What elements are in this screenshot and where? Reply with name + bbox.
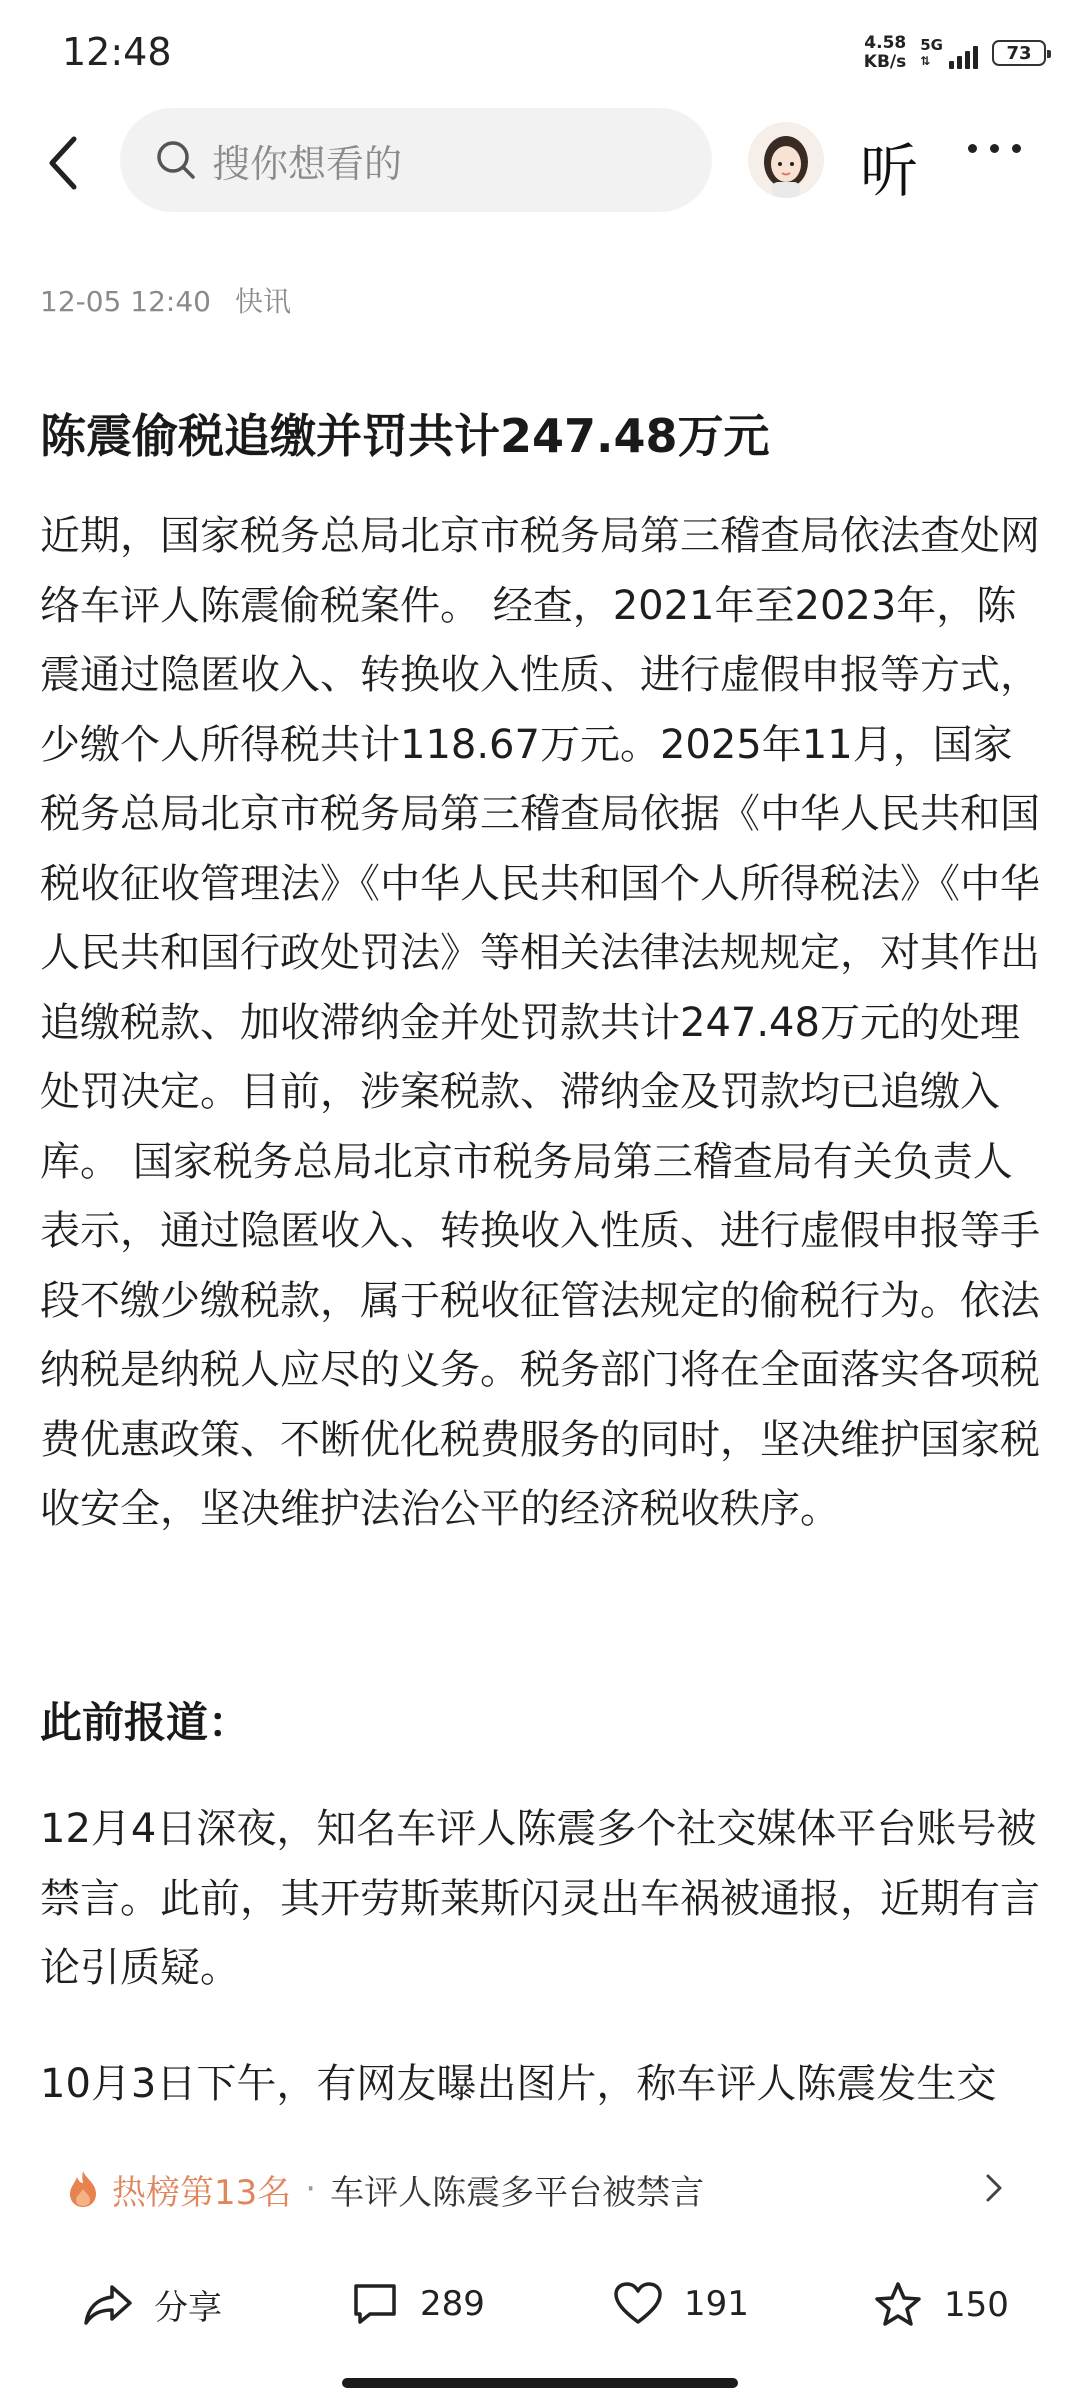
share-icon bbox=[82, 2281, 134, 2329]
status-bar bbox=[0, 0, 1080, 110]
heart-icon bbox=[612, 2280, 664, 2328]
hot-topic-text: 车评人陈震多平台被禁言 bbox=[330, 2172, 705, 2213]
share-label: 分享 bbox=[154, 2288, 222, 2328]
article-paragraph: 近期，国家税务总局北京市税务局第三稽查局依法查处网络车评人陈震偷税案件。 经查，2021年至2023年，陈震通过隐匿收入、转换收入性质、进行虚假申报等方式，少缴个人所得税共计118.67万元。2025年11月，国家税务总局北京市税务局第三稽查局依据《中华人民共和国税收征收管理法》《中华人民共和国个人所得税法》《中华人民共和国行政处罚法》等相关法律法规规定，对其作出追缴税款、加收滞纳金并处罚款共计247.48万元的处理处罚决定。目前，涉案税款、滞纳金及罚款均已追缴入库。 国家税务总局北京市税务局第三稽查局有关负责人表示，通过隐匿收入、转换收入性质、进行虚假申报等手段不缴少缴税款，属于税收征管法规定的偷税行为。依法纳税是纳税人应尽的义务。税务部门将在全面落实各项税费优惠政策、不断优化税费服务的同时，坚决维护国家税收安全，坚决维护法治公平的经济税收秩序。 bbox=[40, 513, 1040, 1532]
article-paragraph: 10月3日下午，有网友曝出图片，称车评人陈震发生交 bbox=[40, 2061, 997, 2107]
comment-icon bbox=[350, 2280, 400, 2328]
listen-button[interactable]: 听 bbox=[860, 137, 919, 205]
network-speed-value: 4.58 bbox=[864, 33, 907, 53]
like-button[interactable] bbox=[612, 2280, 749, 2328]
status-time: 12:48 bbox=[62, 30, 172, 74]
status-icons bbox=[864, 34, 1046, 72]
article-subheading: 此前报道： bbox=[40, 1698, 251, 1747]
favorite-count: 150 bbox=[944, 2285, 1009, 2325]
article-paragraph: 12月4日深夜，知名车评人陈震多个社交媒体平台账号被禁言。此前，其开劳斯莱斯闪灵出车祸被通报，近期有言论引质疑。 bbox=[40, 1806, 1040, 1991]
home-indicator[interactable] bbox=[342, 2378, 738, 2388]
like-count: 191 bbox=[684, 2284, 749, 2324]
share-button[interactable] bbox=[82, 2280, 222, 2329]
back-button[interactable] bbox=[38, 128, 88, 198]
search-icon bbox=[154, 138, 198, 182]
chevron-right-icon bbox=[982, 2170, 1006, 2206]
network-type: 5G bbox=[920, 36, 943, 54]
comment-count: 289 bbox=[420, 2284, 485, 2324]
signal-icon: 5G ⇅ bbox=[920, 37, 978, 69]
article-datetime: 12-05 12:40 bbox=[40, 285, 211, 318]
top-nav bbox=[0, 108, 1080, 218]
action-bar bbox=[0, 2262, 1080, 2362]
favorite-button[interactable] bbox=[872, 2280, 1009, 2330]
hot-topic-link[interactable] bbox=[66, 2156, 1016, 2222]
article-title: 陈震偷税追缴并罚共计247.48万元 bbox=[40, 409, 770, 463]
network-speed-unit: KB/s bbox=[863, 52, 907, 72]
search-placeholder: 搜你想看的 bbox=[212, 141, 403, 186]
star-icon bbox=[872, 2280, 924, 2330]
comment-button[interactable] bbox=[350, 2280, 485, 2328]
article-meta bbox=[40, 280, 291, 320]
fire-icon bbox=[66, 2169, 100, 2209]
avatar[interactable] bbox=[748, 122, 824, 198]
network-speed bbox=[864, 34, 906, 72]
more-dot-icon bbox=[1012, 144, 1021, 153]
back-arrow-icon bbox=[48, 135, 78, 191]
hot-separator: · bbox=[305, 2169, 317, 2209]
more-dot-icon bbox=[990, 144, 999, 153]
more-options-button[interactable] bbox=[968, 144, 1021, 153]
battery-icon bbox=[992, 40, 1046, 66]
battery-level: 73 bbox=[1006, 42, 1032, 64]
more-dot-icon bbox=[968, 144, 977, 153]
hot-rank: 热榜第13名 bbox=[112, 2172, 292, 2213]
avatar-icon bbox=[748, 122, 824, 198]
search-box[interactable] bbox=[120, 108, 712, 212]
article-source: 快讯 bbox=[234, 285, 291, 318]
